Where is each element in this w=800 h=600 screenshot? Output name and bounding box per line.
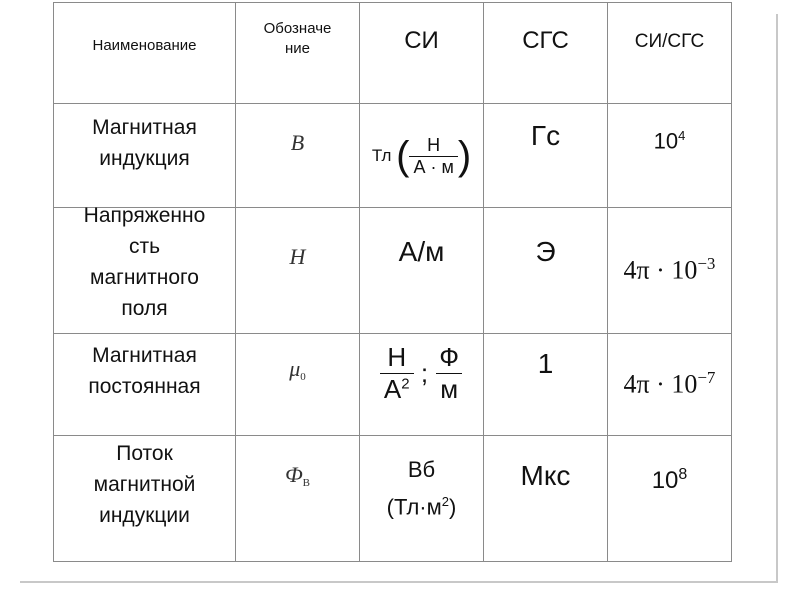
fraction-denominator: А · м: [409, 156, 457, 178]
ratio-value: [608, 436, 731, 495]
si-unit-line2-text: (Тл·м: [386, 494, 442, 520]
si-unit: [360, 334, 483, 405]
name-line: магнитной: [93, 473, 196, 496]
si-unit-line2: [360, 486, 483, 523]
header-designation-line2: ние: [284, 40, 310, 57]
cgs-unit: 1: [537, 348, 554, 379]
quantity-symbol: H: [289, 244, 306, 269]
name-line: поля: [121, 297, 168, 320]
symbol-cell: [236, 208, 360, 334]
quantity-symbol: [236, 334, 359, 383]
ratio-exponent: 8: [678, 466, 688, 483]
si-unit-line1: Вб: [407, 457, 436, 482]
ratio-value: [608, 104, 731, 154]
units-table: [53, 2, 732, 562]
header-cgs-cell: [484, 3, 608, 104]
name-cell: [54, 204, 236, 334]
si-fraction: [409, 135, 457, 178]
symbol-cell: [236, 104, 360, 208]
name-cell: [54, 104, 236, 208]
table-row: [54, 104, 732, 208]
ratio-cell: [608, 436, 732, 562]
cgs-unit: Гс: [530, 120, 561, 151]
header-name: Наименование: [92, 37, 197, 54]
denominator-exponent: 2: [401, 375, 410, 393]
fraction-numerator: Ф: [439, 342, 460, 372]
bottom-border-line: [20, 581, 778, 583]
ratio-value: [608, 208, 731, 286]
si-cell: [360, 104, 484, 208]
quantity-symbol: [236, 436, 359, 489]
fraction-denominator: м: [436, 373, 462, 405]
si-fraction-1: [380, 342, 414, 405]
header-si-cell: [360, 3, 484, 104]
name-line: индукции: [99, 504, 190, 527]
ratio-cell: [608, 104, 732, 208]
header-designation: [236, 3, 359, 59]
quantity-name: [54, 334, 235, 402]
si-separator: ;: [420, 358, 429, 388]
si-unit-line2-exponent: 2: [441, 494, 449, 509]
symbol-main: Ф: [284, 462, 303, 487]
name-line: магнитного: [90, 266, 199, 289]
header-designation-line1: Обозначе: [263, 20, 332, 37]
symbol-main: μ: [289, 356, 301, 381]
right-border-line: [776, 14, 778, 582]
symbol-subscript: 0: [300, 371, 306, 383]
fraction-numerator: Н: [387, 342, 407, 372]
cgs-unit: Мкс: [520, 460, 571, 491]
table-row: [54, 208, 732, 334]
table-row: [54, 436, 732, 562]
ratio-base: 10: [651, 467, 679, 494]
symbol-subscript: B: [302, 477, 311, 489]
name-line: Магнитная: [92, 116, 197, 139]
ratio-base: 10: [653, 128, 679, 154]
ratio-cell: [608, 334, 732, 436]
si-cell: [360, 208, 484, 334]
name-cell: [54, 334, 236, 436]
header-ratio: СИ/СГС: [634, 31, 705, 52]
name-line: индукция: [99, 147, 190, 170]
ratio-exponent: −7: [697, 368, 716, 387]
name-line: сть: [128, 235, 161, 258]
header-designation-cell: [236, 3, 360, 104]
si-cell: [360, 436, 484, 562]
header-row: [54, 3, 732, 104]
name-line: Магнитная: [92, 344, 197, 367]
header-si: СИ: [404, 27, 439, 54]
cgs-cell: [484, 104, 608, 208]
si-unit: [360, 436, 483, 523]
cgs-cell: [484, 334, 608, 436]
table-row: [54, 334, 732, 436]
cgs-unit: Э: [535, 236, 556, 267]
cgs-cell: [484, 436, 608, 562]
ratio-exponent: 4: [678, 128, 686, 143]
symbol-cell: [236, 334, 360, 436]
name-line: Напряженно: [83, 204, 206, 227]
cgs-cell: [484, 208, 608, 334]
paren-close: ): [457, 134, 472, 178]
paren-open: (: [396, 134, 410, 178]
si-unit: А/м: [398, 236, 445, 267]
ratio-exponent: −3: [697, 254, 716, 273]
fraction-numerator: Н: [427, 135, 441, 155]
quantity-symbol: B: [290, 130, 305, 155]
fraction-denominator: [380, 373, 414, 405]
name-cell: [54, 436, 236, 562]
header-cgs: СГС: [522, 27, 569, 54]
quantity-name: [54, 104, 235, 174]
ratio-coefficient: 4π · 10: [623, 369, 698, 399]
ratio-coefficient: 4π · 10: [623, 255, 698, 285]
header-name-cell: [54, 3, 236, 104]
ratio-cell: [608, 208, 732, 334]
name-line: Поток: [116, 442, 173, 465]
si-fraction-2: [435, 342, 463, 405]
quantity-name: [54, 200, 235, 324]
ratio-value: [608, 334, 731, 400]
symbol-cell: [236, 436, 360, 562]
name-line: постоянная: [88, 375, 201, 398]
quantity-name: [54, 436, 235, 531]
si-unit-symbol: Тл: [371, 145, 392, 165]
si-cell: [360, 334, 484, 436]
si-unit-line2-end: ): [448, 494, 457, 520]
header-ratio-cell: [608, 3, 732, 104]
si-unit: [360, 104, 483, 179]
denominator-base: А: [383, 374, 402, 404]
